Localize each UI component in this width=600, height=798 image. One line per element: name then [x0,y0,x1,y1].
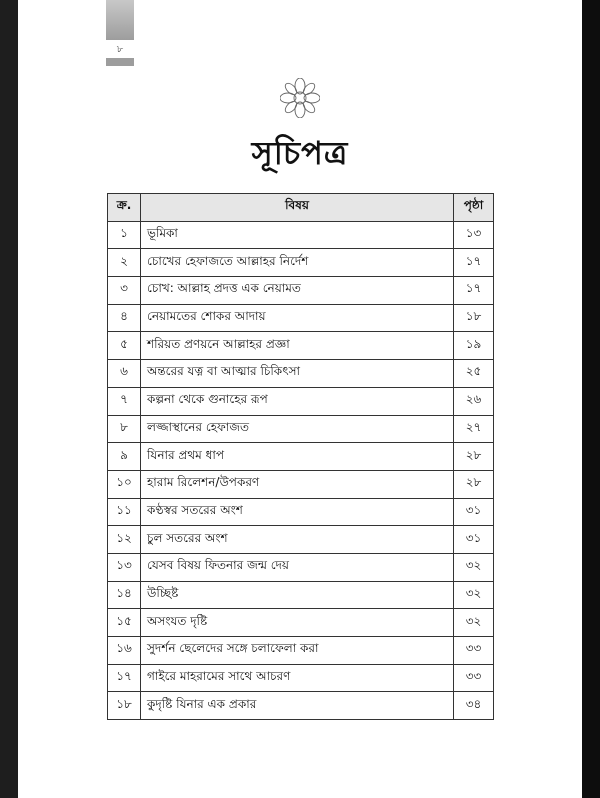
row-topic: লজ্জাস্থানের হেফাজত [141,415,454,443]
table-row [108,443,494,471]
row-serial: ১১ [108,498,141,526]
table-row [108,526,494,554]
book-page [18,0,582,798]
table-row [108,637,494,665]
floral-ornament-icon [280,78,320,118]
row-topic: কণ্ঠস্বর সতরের অংশ [141,498,454,526]
row-page: ৩১ [454,526,494,554]
row-serial: ৬ [108,360,141,388]
table-row [108,498,494,526]
row-serial: ৯ [108,443,141,471]
row-topic: নেয়ামতের শোকর আদায় [141,304,454,332]
table-row [108,360,494,388]
row-topic: কল্পনা থেকে গুনাহের রূপ [141,387,454,415]
page-edge-shadow [582,0,600,798]
table-row [108,249,494,277]
header-topic: বিষয় [141,194,454,222]
row-topic: শরিয়ত প্রণয়নে আল্লাহর প্রজ্ঞা [141,332,454,360]
row-topic: উচ্ছিষ্ট [141,581,454,609]
row-page: ৩১ [454,498,494,526]
row-serial: ২ [108,249,141,277]
table-row [108,221,494,249]
page-number: ৮ [116,44,124,55]
table-row [108,692,494,720]
table-row [108,581,494,609]
row-topic: চুল সতরের অংশ [141,526,454,554]
row-topic: অন্তরের যত্ন বা আত্মার চিকিৎসা [141,360,454,388]
row-page: ৩২ [454,581,494,609]
table-header-row [108,194,494,222]
header-page: পৃষ্ঠা [454,194,494,222]
row-page: ২৬ [454,387,494,415]
row-topic: কুদৃষ্টি যিনার এক প্রকার [141,692,454,720]
row-topic: গাইরে মাহরামের সাথে আচরণ [141,664,454,692]
row-page: ৩২ [454,609,494,637]
table-row [108,470,494,498]
row-page: ১৭ [454,277,494,305]
table-row [108,304,494,332]
row-topic: হারাম রিলেশন/উপকরণ [141,470,454,498]
row-topic: যেসব বিষয় ফিতনার জন্ম দেয় [141,553,454,581]
header-serial: ক্র. [108,194,141,222]
row-serial: ৫ [108,332,141,360]
row-page: ৩২ [454,553,494,581]
row-topic: সুদর্শন ছেলেদের সঙ্গে চলাফেলা করা [141,637,454,665]
row-page: ৩৩ [454,637,494,665]
row-serial: ৮ [108,415,141,443]
row-serial: ১৭ [108,664,141,692]
table-row [108,332,494,360]
page-tab-bar [106,58,134,66]
row-serial: ১০ [108,470,141,498]
row-serial: ১৮ [108,692,141,720]
table-row [108,415,494,443]
page-tab-marker [106,0,134,40]
row-topic: চোখ: আল্লাহ প্রদত্ত এক নেয়ামত [141,277,454,305]
row-page: ৩৩ [454,664,494,692]
table-row [108,609,494,637]
row-serial: ৭ [108,387,141,415]
row-topic: ভূমিকা [141,221,454,249]
row-serial: ১৩ [108,553,141,581]
row-serial: ১৪ [108,581,141,609]
row-page: ১৯ [454,332,494,360]
row-page: ৩৪ [454,692,494,720]
table-row [108,664,494,692]
table-of-contents [107,193,494,720]
table-row [108,277,494,305]
row-topic: চোখের হেফাজতে আল্লাহর নির্দেশ [141,249,454,277]
row-topic: অসংযত দৃষ্টি [141,609,454,637]
row-serial: ১৬ [108,637,141,665]
row-page: ২৭ [454,415,494,443]
row-serial: ৪ [108,304,141,332]
row-page: ১৩ [454,221,494,249]
row-page: ২৮ [454,443,494,471]
row-serial: ১ [108,221,141,249]
row-page: ২৫ [454,360,494,388]
row-page: ২৮ [454,470,494,498]
row-page: ১৮ [454,304,494,332]
row-serial: ৩ [108,277,141,305]
row-page: ১৭ [454,249,494,277]
row-serial: ১২ [108,526,141,554]
table-row [108,387,494,415]
row-topic: যিনার প্রথম ধাপ [141,443,454,471]
table-row [108,553,494,581]
row-serial: ১৫ [108,609,141,637]
page-title: সূচিপত্র [251,134,349,172]
